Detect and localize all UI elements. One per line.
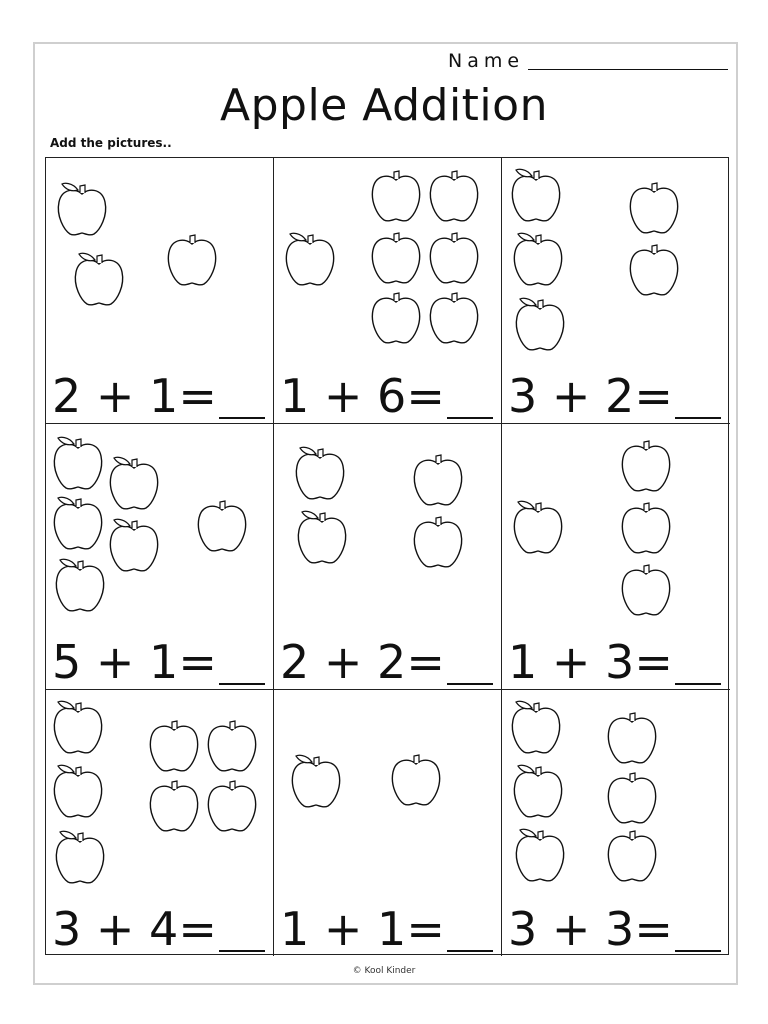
problem-cell-3 [502,158,730,424]
equation-8 [280,902,497,956]
problem-cell-9 [502,690,730,956]
equation-6 [508,635,726,689]
apple-with-leaf-icon [52,826,108,886]
name-field-line[interactable] [528,69,728,70]
apple-with-leaf-icon [50,696,106,756]
apple-icon [426,164,482,224]
equation-text: 5 + 1= [52,635,217,689]
apple-group-2 [274,158,502,358]
apple-icon [204,714,260,774]
answer-blank[interactable] [447,910,493,952]
equation-text: 1 + 1= [280,902,445,956]
apple-with-leaf-icon [50,432,106,492]
apple-with-leaf-icon [510,228,566,288]
apple-with-leaf-icon [54,178,110,238]
apple-with-leaf-icon [508,696,564,756]
apple-group-1 [46,158,274,358]
equation-text: 3 + 2= [508,369,673,423]
apple-icon [426,226,482,286]
answer-blank[interactable] [447,643,493,685]
equation-text: 3 + 4= [52,902,217,956]
apple-with-leaf-icon [52,554,108,614]
apple-icon [604,766,660,826]
equation-text: 1 + 6= [280,369,445,423]
apple-with-leaf-icon [512,824,568,884]
equation-7 [52,902,269,956]
apple-icon [146,714,202,774]
apple-icon [604,706,660,766]
apple-with-leaf-icon [50,760,106,820]
answer-blank[interactable] [675,643,721,685]
apple-group-9 [502,690,730,890]
problem-cell-6 [502,424,730,690]
apple-with-leaf-icon [510,760,566,820]
apple-with-leaf-icon [282,228,338,288]
apple-icon [194,494,250,554]
equation-text: 2 + 2= [280,635,445,689]
problem-cell-5 [274,424,502,690]
answer-blank[interactable] [447,377,493,419]
apple-with-leaf-icon [510,496,566,556]
apple-icon [146,774,202,834]
problem-cell-4 [46,424,274,690]
apple-group-5 [274,424,502,624]
apple-with-leaf-icon [106,452,162,512]
apple-icon [426,286,482,346]
apple-icon [618,434,674,494]
equation-text: 2 + 1= [52,369,217,423]
answer-blank[interactable] [219,643,265,685]
apple-with-leaf-icon [106,514,162,574]
equation-2 [280,369,497,423]
apple-icon [618,496,674,556]
answer-blank[interactable] [675,377,721,419]
apple-icon [626,176,682,236]
apple-icon [410,510,466,570]
problem-cell-2 [274,158,502,424]
apple-icon [388,748,444,808]
equation-text: 3 + 3= [508,902,673,956]
apple-icon [626,238,682,298]
answer-blank[interactable] [219,377,265,419]
answer-blank[interactable] [675,910,721,952]
equation-3 [508,369,726,423]
equation-5 [280,635,497,689]
apple-with-leaf-icon [508,164,564,224]
apple-icon [368,164,424,224]
copyright-footer: © Kool Kinder [352,966,416,976]
problem-cell-1 [46,158,274,424]
apple-icon [604,824,660,884]
equation-1 [52,369,269,423]
apple-with-leaf-icon [71,248,127,308]
instructions-text: Add the pictures.. [50,136,172,150]
equation-text: 1 + 3= [508,635,673,689]
page-title: Apple Addition [220,80,548,131]
apple-with-leaf-icon [292,442,348,502]
apple-group-7 [46,690,274,890]
equation-4 [52,635,269,689]
apple-with-leaf-icon [50,492,106,552]
apple-icon [618,558,674,618]
answer-blank[interactable] [219,910,265,952]
apple-icon [204,774,260,834]
problem-cell-8 [274,690,502,956]
problem-cell-7 [46,690,274,956]
name-label: Name [448,50,525,72]
apple-group-4 [46,424,274,624]
apple-group-8 [274,690,502,890]
apple-with-leaf-icon [288,750,344,810]
problem-grid [45,157,729,955]
apple-icon [410,448,466,508]
apple-icon [164,228,220,288]
apple-with-leaf-icon [294,506,350,566]
equation-9 [508,902,726,956]
apple-icon [368,286,424,346]
apple-group-3 [502,158,730,358]
apple-group-6 [502,424,730,624]
apple-with-leaf-icon [512,293,568,353]
apple-icon [368,226,424,286]
